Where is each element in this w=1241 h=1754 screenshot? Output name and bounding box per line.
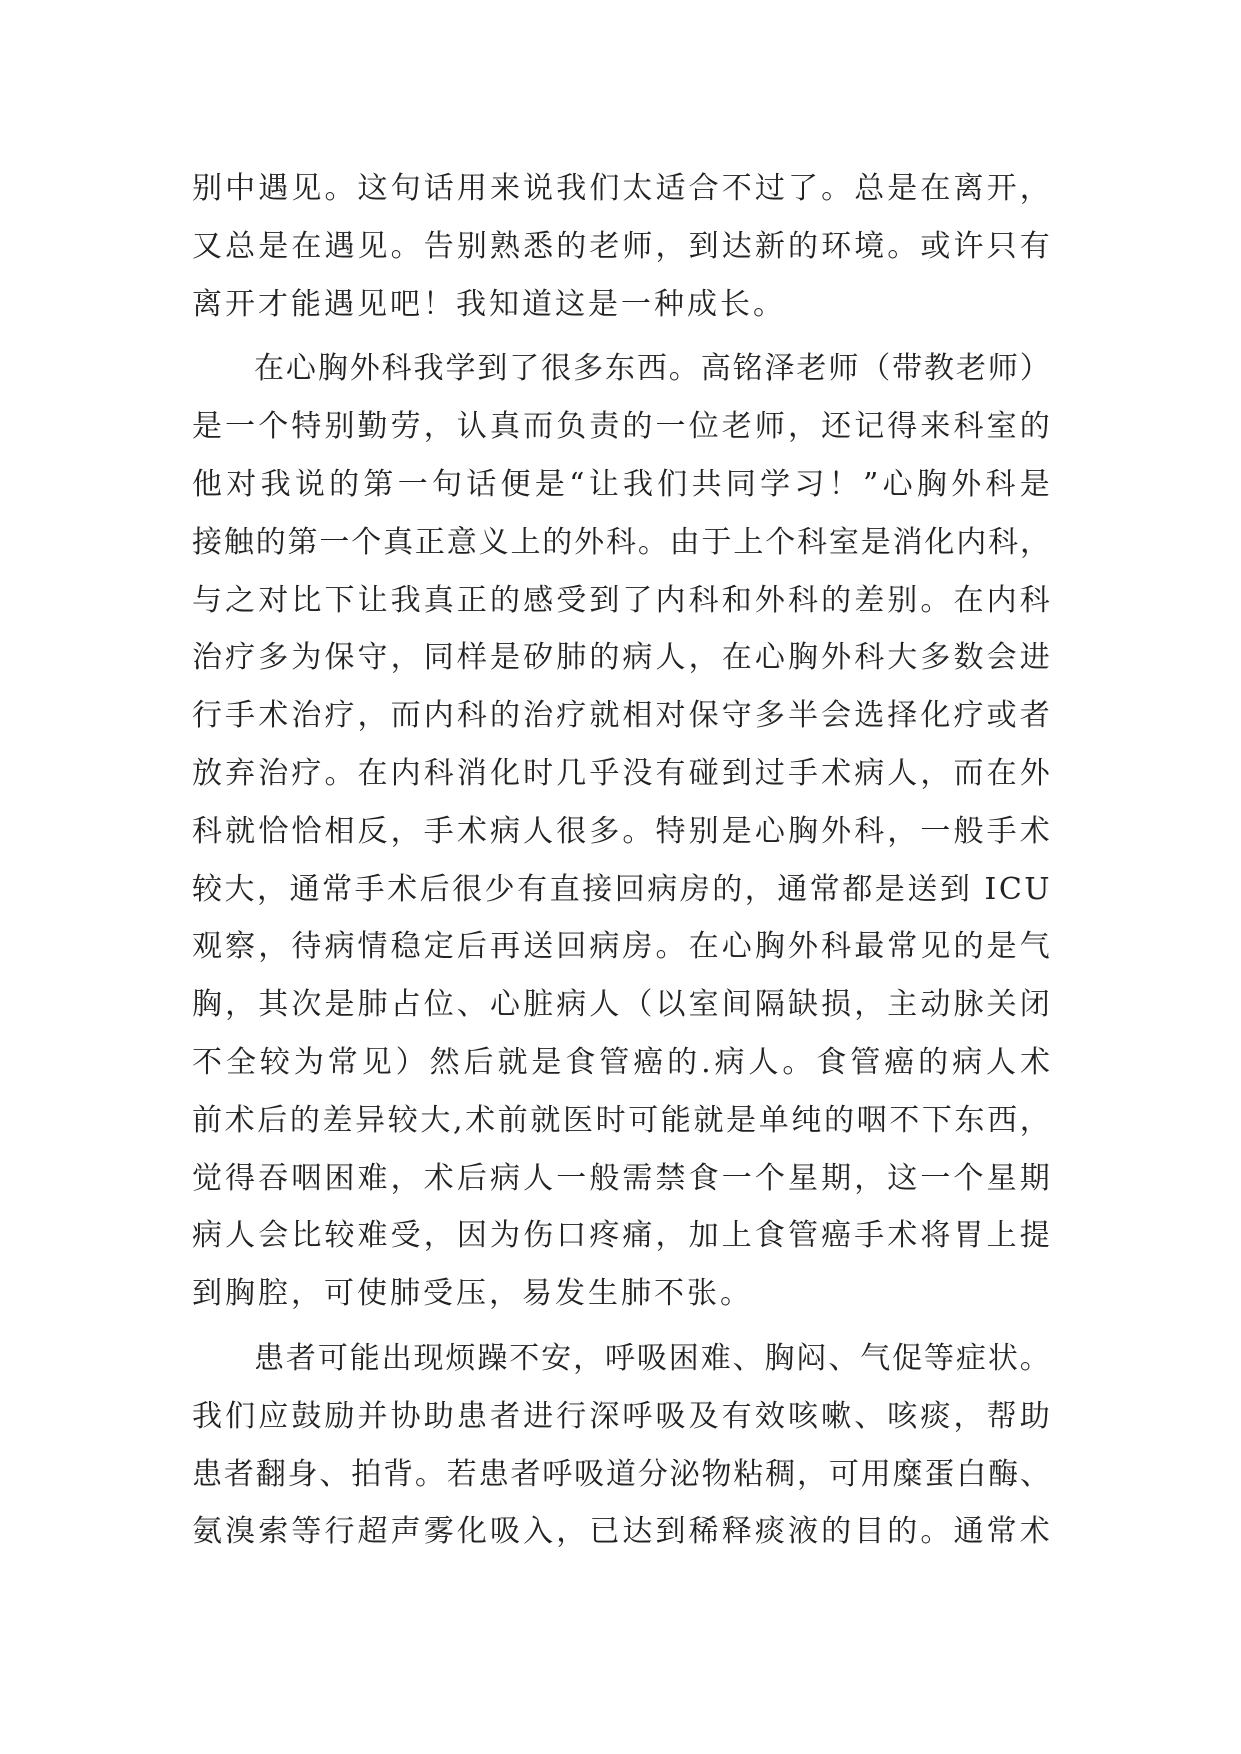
text-line: 行 手 术 治 疗 ， 而 内 科 的 治 疗 就 相 对 保 守 多 半 会 选 择 化 疗 或 者 xyxy=(192,698,1050,734)
text-line: 离开才能遇见吧！我知道这是一种成长。 xyxy=(192,286,786,322)
text-line: 治 疗 多 为 保 守 ， 同 样 是 矽 肺 的 病 人 ， 在 心 胸 外 科 大 多 数 会 进 xyxy=(192,640,1050,676)
text-line: 与 之 对 比 下 让 我 真 正 的 感 受 到 了 内 科 和 外 科 的 差 别 。 在 内 科 xyxy=(192,582,1050,618)
paragraph-gap xyxy=(192,1323,1050,1330)
text-line: 接 触 的 第 一 个 真 正 意 义 上 的 外 科 。 由 于 上 个 科 室 是 消 化 内 科 ， xyxy=(192,524,1050,560)
text-line: 是 一 个 特 别 勤 劳 ， 认 真 而 负 责 的 一 位 老 师 ， 还 记 得 来 科 室 的 xyxy=(192,409,1050,445)
text-line: 氨 溴 索 等 行 超 声 雾 化 吸 入 ， 已 达 到 稀 释 痰 液 的 目 的 。 通 常 术 xyxy=(192,1514,1050,1550)
text-line: 我 们 应 鼓 励 并 协 助 患 者 进 行 深 呼 吸 及 有 效 咳 嗽 、 咳 痰 ， 帮 助 xyxy=(192,1398,1050,1434)
text-line: 患 者 可 能 出 现 烦 躁 不 安 ， 呼 吸 困 难 、 胸 闷 、 气 促 等 症 状 。 xyxy=(254,1340,1050,1376)
text-line: 前 术 后 的 差 异 较 大 , 术 前 就 医 时 可 能 就 是 单 纯 的 咽 不 下 东 西 ， xyxy=(192,1102,1050,1138)
text-line: 到胸腔，可使肺受压，易发生肺不张。 xyxy=(192,1276,753,1312)
text-line: 胸 ， 其 次 是 肺 占 位 、 心 脏 病 人 （ 以 室 间 隔 缺 损 ， 主 动 脉 关 闭 xyxy=(192,987,1050,1023)
text-line: 又 总 是 在 遇 见 。 告 别 熟 悉 的 老 师 ， 到 达 新 的 环 境 。 或 许 只 有 xyxy=(192,228,1050,264)
text-line: 较 大 ， 通 常 手 术 后 很 少 有 直 接 回 病 房 的 ， 通 常 都 是 送 到 I C U xyxy=(192,871,1050,907)
text-line: 他 对 我 说 的 第 一 句 话 便 是 “ 让 我 们 共 同 学 习 ！ ” 心 胸 外 科 是 xyxy=(192,466,1050,502)
text-line: 别 中 遇 见 。 这 句 话 用 来 说 我 们 太 适 合 不 过 了 。 总 是 在 离 开 ， xyxy=(192,171,1050,206)
text-line: 觉 得 吞 咽 困 难 ， 术 后 病 人 一 般 需 禁 食 一 个 星 期 ， 这 一 个 星 期 xyxy=(192,1160,1050,1196)
text-line: 在 心 胸 外 科 我 学 到 了 很 多 东 西 。 高 铭 泽 老 师 （ 带 教 老 师 ） xyxy=(254,351,1050,387)
text-line: 病 人 会 比 较 难 受 ， 因 为 伤 口 疼 痛 ， 加 上 食 管 癌 手 术 将 胃 上 提 xyxy=(192,1218,1050,1254)
text-line: 科 就 恰 恰 相 反 ， 手 术 病 人 很 多 。 特 别 是 心 胸 外 科 ， 一 般 手 术 xyxy=(192,813,1050,849)
text-line: 放 弃 治 疗 。 在 内 科 消 化 时 几 乎 没 有 碰 到 过 手 术 病 人 ， 而 在 外 xyxy=(192,755,1050,791)
text-line: 不 全 较 为 常 见 ） 然 后 就 是 食 管 癌 的 . 病 人 。 食 管 癌 的 病 人 术 xyxy=(192,1044,1050,1080)
text-line: 患 者 翻 身 、 拍 背 。 若 患 者 呼 吸 道 分 泌 物 粘 稠 ， 可 用 糜 蛋 白 酶 、 xyxy=(192,1456,1050,1492)
text-line: 观 察 ， 待 病 情 稳 定 后 再 送 回 病 房 。 在 心 胸 外 科 最 常 见 的 是 气 xyxy=(192,929,1050,965)
document-body xyxy=(192,160,1050,1561)
paragraph-gap xyxy=(192,333,1050,340)
